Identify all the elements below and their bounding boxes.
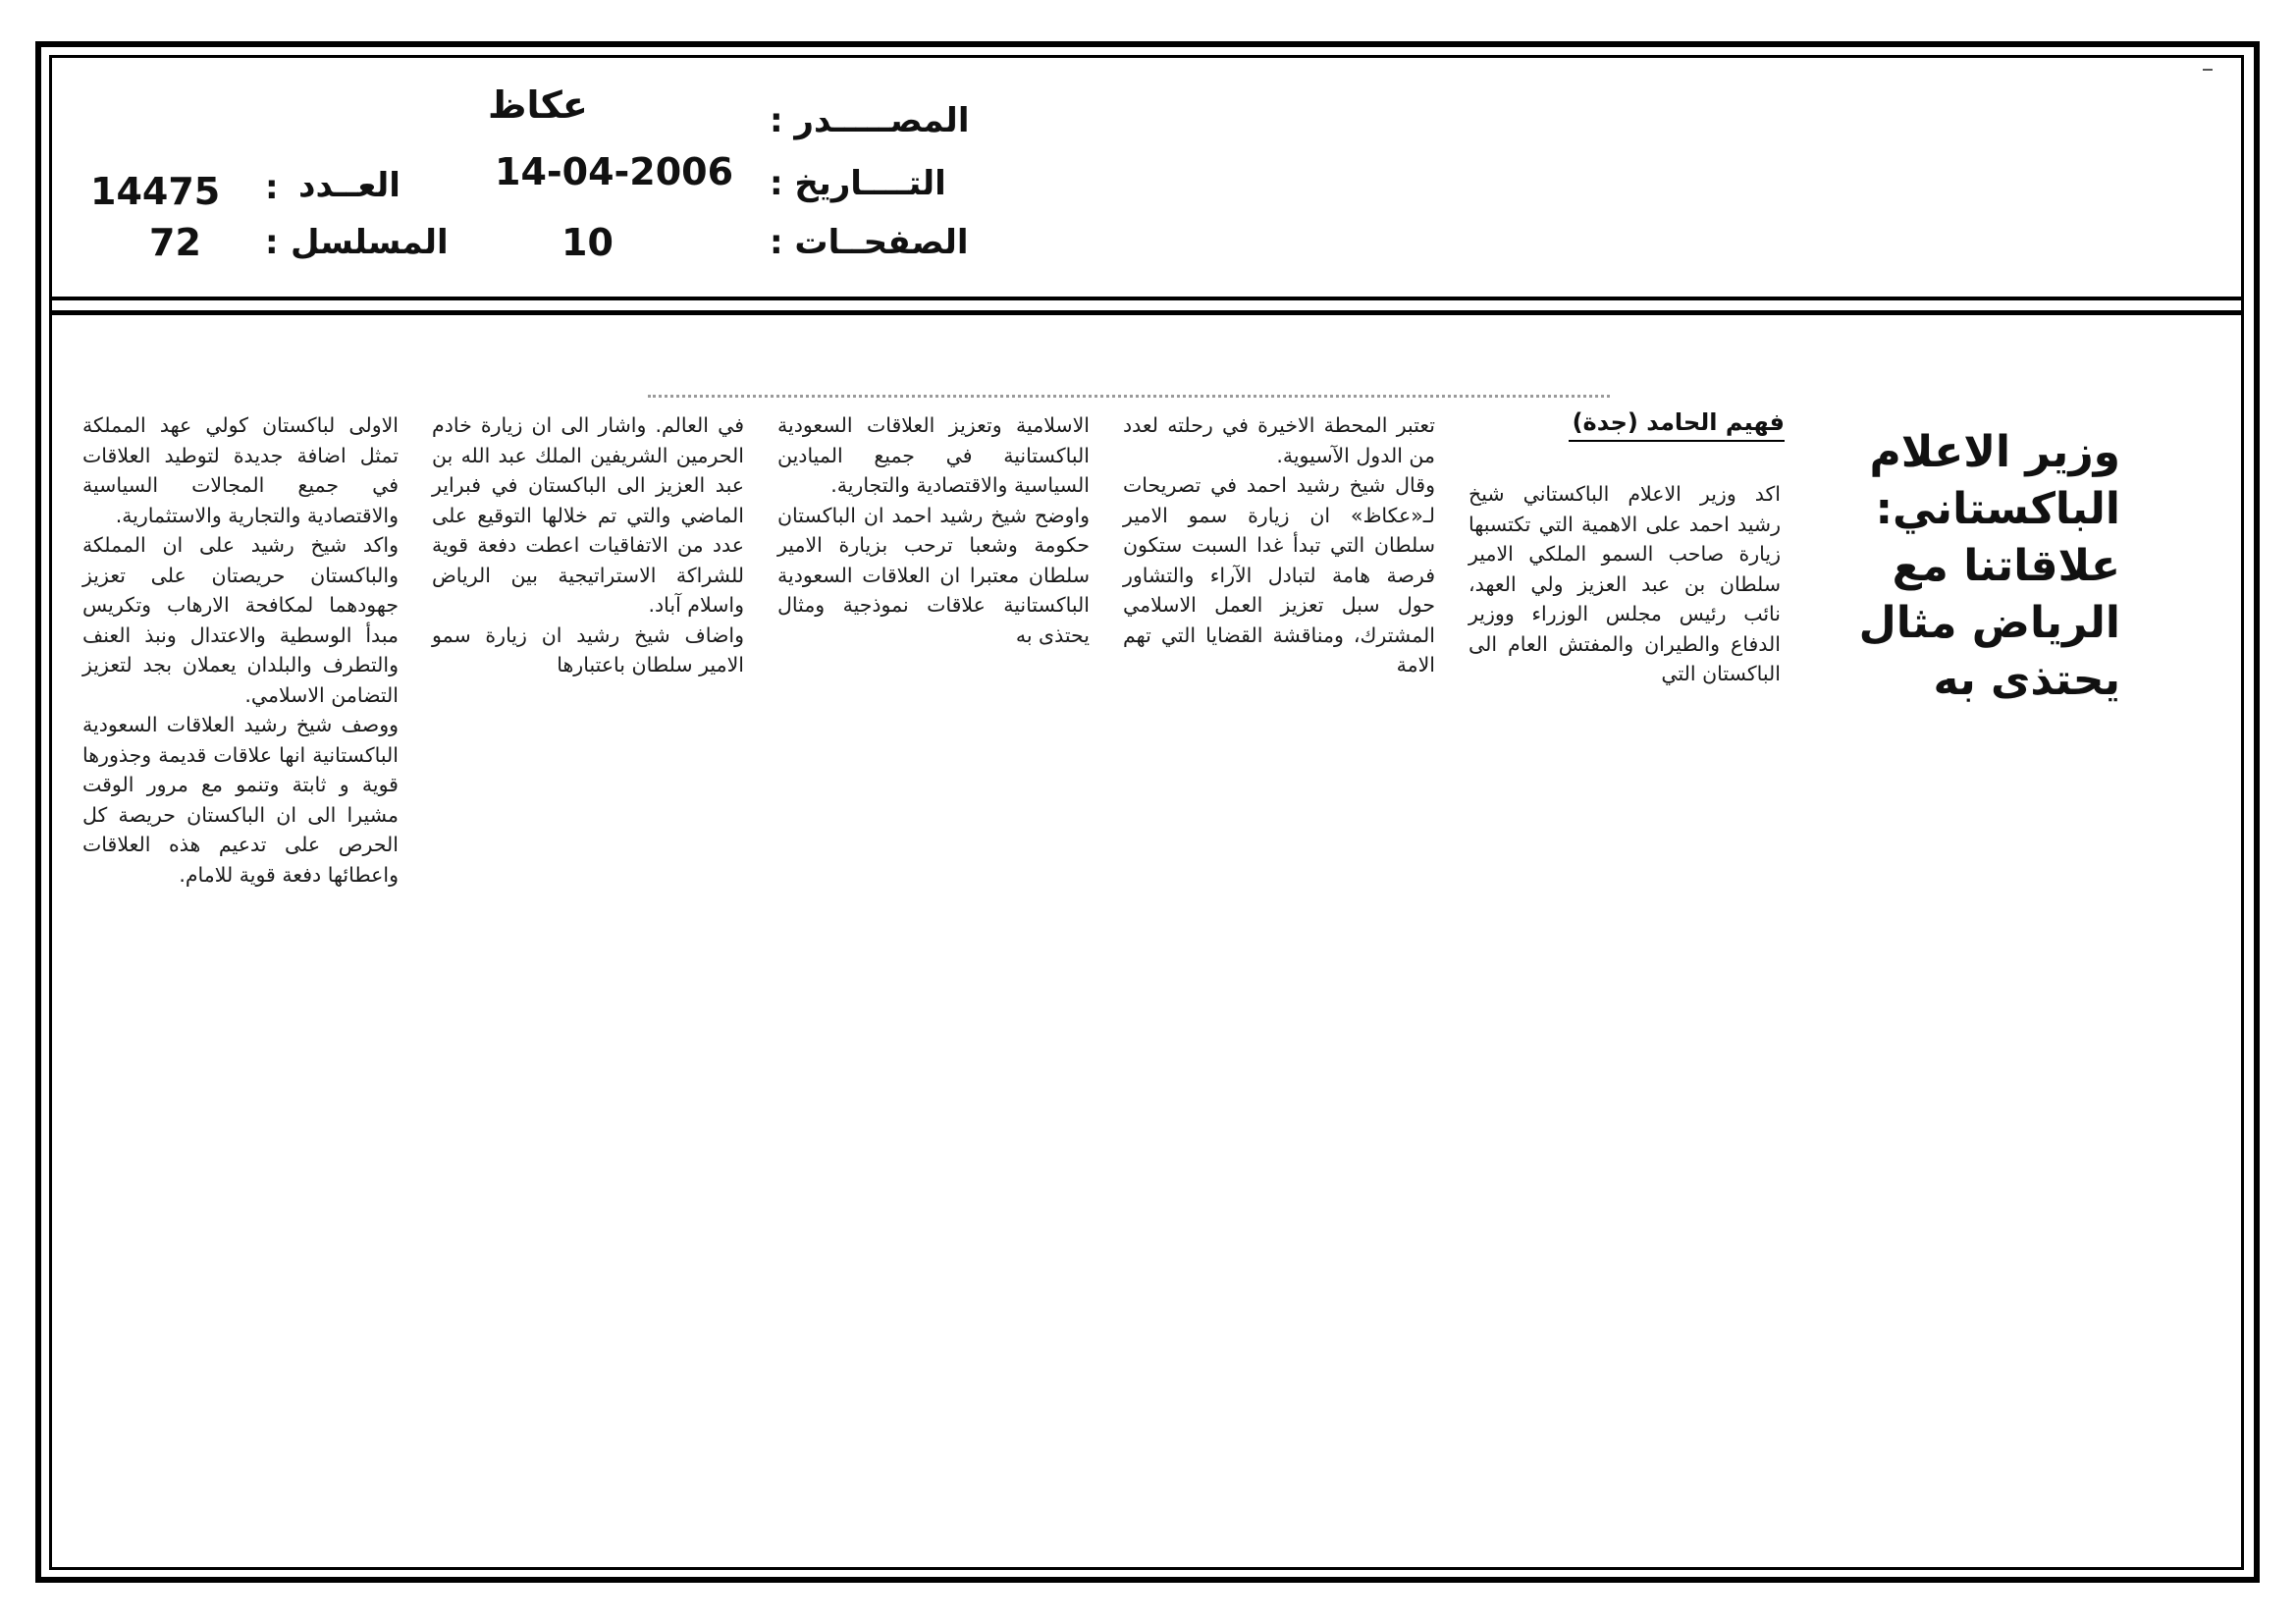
serial-value: 72 bbox=[149, 221, 201, 264]
paragraph: تعتبر المحطة الاخيرة في رحلته لعدد من الدول الآسيوية. bbox=[1123, 413, 1435, 467]
article-column-4 bbox=[432, 410, 744, 680]
paragraph: الاسلامية وتعزيز العلاقات السعودية الباكستانية في جميع الميادين السياسية والاقتصادية والتجارية. bbox=[777, 413, 1090, 497]
article-column-2 bbox=[1123, 410, 1435, 680]
paragraph: في العالم. واشار الى ان زيارة خادم الحرمين الشريفين الملك عبد الله بن عبد العزيز الى الباكستان في فبراير الماضي والتي تم خلالها التوقيع على عدد من الاتفاقيات اعطت دفعة قوية للشراكة الاستراتيجية بين الرياض واسلام آباد. bbox=[432, 413, 744, 617]
dotted-rule bbox=[648, 395, 1610, 398]
article-column-5 bbox=[82, 410, 399, 890]
paragraph: وقال شيخ رشيد احمد في تصريحات لـ«عكاظ» ان زيارة سمو الامير سلطان التي تبدأ غدا السبت ستكون فرصة هامة لتبادل الآراء والتشاور حول سبل تعزيز العمل الاسلامي المشترك، ومناقشة القضايا التي تهم الامة bbox=[1123, 473, 1435, 677]
paragraph: اكد وزير الاعلام الباكستاني شيخ رشيد احمد على الاهمية التي تكتسبها زيارة صاحب السمو الملكي الامير سلطان بن عبد العزيز ولي العهد، نائب رئيس مجلس الوزراء ووزير الدفاع والطيران والمفتش العام الى الباكستان التي bbox=[1468, 482, 1781, 685]
serial-colon: : bbox=[265, 223, 279, 262]
issue-value: 14475 bbox=[90, 170, 221, 213]
article-column-1 bbox=[1468, 479, 1781, 689]
paragraph: واضاف شيخ رشيد ان زيارة سمو الامير سلطان باعتبارها bbox=[432, 623, 744, 677]
article-headline: وزير الاعلام الباكستاني: علاقاتنا مع الرياض مثال يحتذى به bbox=[1858, 427, 2120, 705]
paragraph: واوضح شيخ رشيد احمد ان الباكستان حكومة وشعبا ترحب بزيارة الامير سلطان معتبرا ان العلاقات السعودية الباكستانية علاقات نموذجية ومثال يحتذى به bbox=[777, 503, 1090, 647]
issue-colon: : bbox=[265, 168, 279, 207]
issue-label: العــدد bbox=[298, 166, 400, 205]
pages-value: 10 bbox=[561, 221, 614, 264]
header-divider bbox=[49, 297, 2244, 300]
date-label: التــــاريخ : bbox=[770, 164, 946, 203]
source-label: المصـــــدر : bbox=[770, 101, 970, 140]
article-column-3 bbox=[777, 410, 1090, 650]
paragraph: الاولى لباكستان كولي عهد المملكة تمثل اضافة جديدة لتوطيد العلاقات في جميع المجالات السياسية والاقتصادية والتجارية والاستثمارية. bbox=[82, 413, 399, 527]
date-value: 14-04-2006 bbox=[495, 150, 734, 193]
paragraph: ووصف شيخ رشيد العلاقات السعودية الباكستانية انها علاقات قديمة وجذورها قوية و ثابتة وتنمو مع مرور الوقت مشيرا الى ان الباكستان حريصة كل الحرص على تدعيم هذه العلاقات واعطائها دفعة قوية للامام. bbox=[82, 713, 399, 887]
source-value: عكاظ bbox=[488, 83, 588, 127]
paragraph: واكد شيخ رشيد على ان المملكة والباكستان حريصتان على تعزيز جهودهما لمكافحة الارهاب وتكريس مبدأ الوسطية والاعتدال ونبذ العنف والتطرف والبلدان يعملان بجد لتعزيز التضامن الاسلامي. bbox=[82, 533, 399, 707]
header-divider-thick bbox=[49, 310, 2244, 315]
article-byline: فهيم الحامد (جدة) bbox=[1569, 408, 1785, 442]
corner-mark bbox=[2203, 69, 2213, 71]
serial-label: المسلسل bbox=[291, 223, 449, 262]
pages-label: الصفحــات : bbox=[770, 223, 969, 262]
